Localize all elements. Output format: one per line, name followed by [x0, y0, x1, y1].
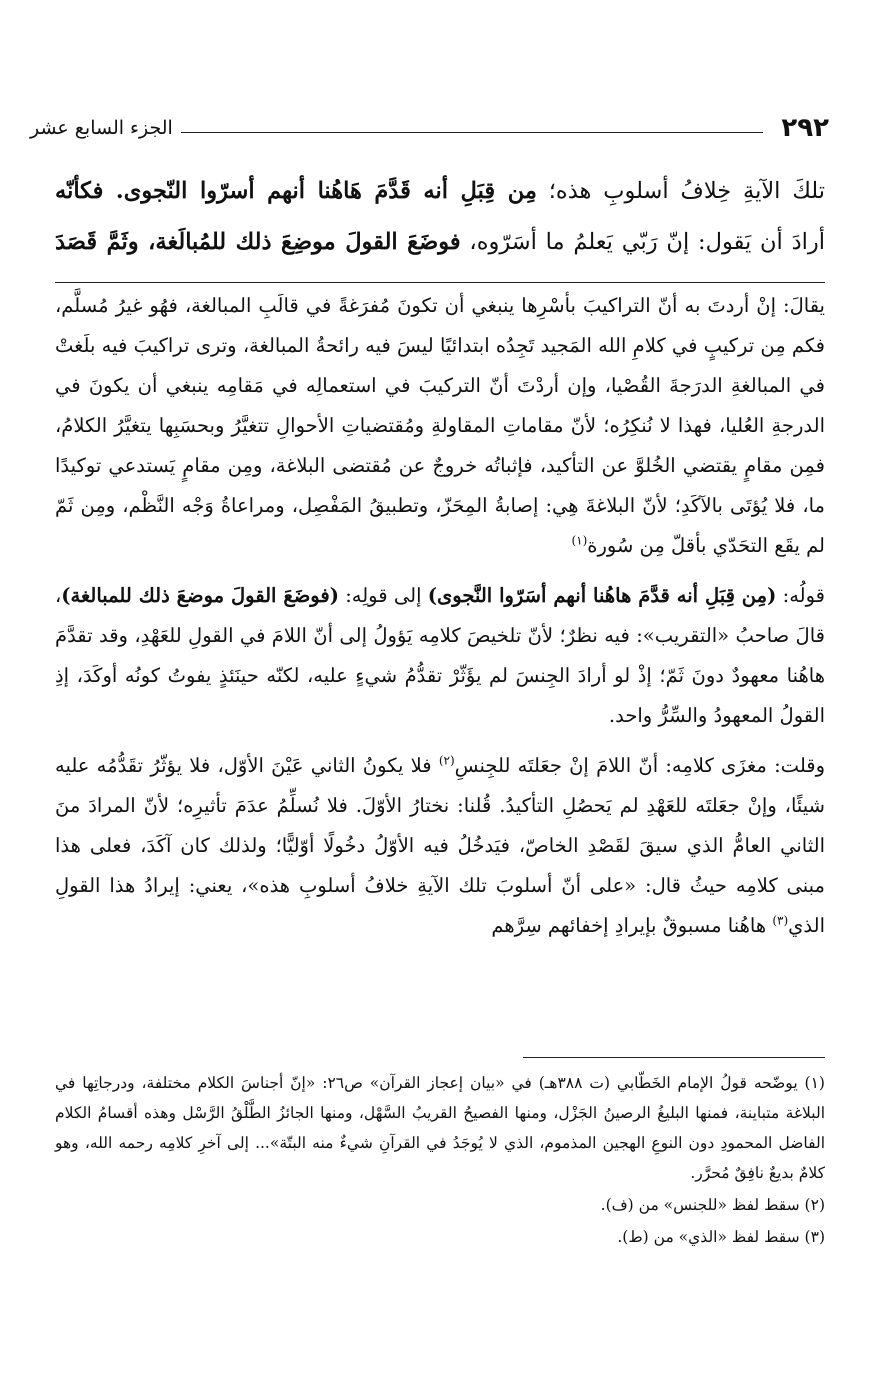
commentary-paragraph-3	[55, 746, 825, 946]
section-divider	[55, 282, 825, 283]
paragraph-3-part-b: فلا يكونُ الثاني عَيْنَ الأوّل، فلا يؤثّرُ تقَدُّمُه عليه شيئًا، وإنْ جعَلتَه للعَهْدِ لم يَحصُلِ التأكيدُ. قُلنا: نختارُ الأوّلَ. فلا نُسلِّمُ عدَمَ تأثيرِه؛ لأنّ المرادَ منَ الثاني العامُّ الذي سيقَ لقَصْدِ الخاصّ، فيَدخُلُ فيه الأوّلُ دخُولًا أوّليًّا؛ ولذلك كان آكَدَ، فعلى هذا مبنى كلامِه حيثُ قال: «على أنّ أسلوبَ تلك الآيةِ خلافُ أسلوبِ هذه»، يعني: إيرادُ هذا القولِ الذي	[55, 754, 825, 937]
header-rule	[181, 132, 764, 133]
verse-line-2	[55, 217, 825, 268]
commentary-paragraph-2	[55, 576, 825, 736]
paragraph-2-quote-2: (فوضَعَ القولَ موضعَ ذلك للمبالغة)	[61, 584, 339, 607]
paragraph-1-text: يقالَ: إنْ أردتَ به أنّ التراكيبَ بأسْرِها ينبغي أن تكونَ مُفرَغةً في قالَبِ المبالغة، فهُو غيرُ مُسلَّم، فكم مِن تركيبٍ في كلامِ الله المَجيد تَجِدُه ابتدائيًا ليسَ فيه رائحةُ المبالغة، وترى تراكيبَ فيه بلَغتْ في المبالغةِ الدرَجةَ القُصْيا، وإن أردْتَ أنّ التركيبَ في استعمالِه في مَقامِه ينبغي أن يكونَ في الدرجةِ العُليا، فهذا لا نُنكِرُه؛ لأنّ مقاماتِ المقاولةِ ومُقتضياتِ الأحوالِ تتغيَّرُ وبحسَبِها يتغيَّرُ الكلامُ، فمِن مقامٍ يقتضي الخُلوَّ عن التأكيد، فإثباتُه خروجٌ عن مُقتضى البلاغة، ومِن مقامٍ يَستدعي توكيدًا ما، فلا يُؤتَى بالآكَدِ؛ لأنّ البلاغةَ هِي: إصابةُ المِحَزّ، وتطبيقُ المَفْصِل، ومراعاةُ وَجْه النَّظْم، ومِن ثَمّ لم يقَع التحَدّي بأقلّ مِن سُورة	[55, 294, 825, 557]
verse-line-1	[55, 166, 825, 217]
footnote-ref-1[interactable]: (١)	[571, 533, 588, 548]
paragraph-3-part-c: هاهُنا مسبوقٌ بإيرادِ إخفائهم سِرَّهم	[491, 914, 773, 937]
footnotes	[55, 1068, 825, 1254]
paragraph-2-intro: قولُه:	[776, 584, 825, 607]
paragraph-3-part-a: وقلت: مغزَى كلامِه: أنّ اللامَ إنْ جعَلتَه للجِنسِ	[454, 754, 826, 777]
verse-commentary-block	[55, 166, 825, 268]
verse-line-1-bold: مِن قِبَلِ أنه قَدَّمَ هَاهُنا أنهم أسرّوا النّجوى. فكأنّه	[55, 178, 537, 204]
paragraph-2-rest: ، قالَ صاحبُ «التقريب»: فيه نظرٌ؛ لأنّ تلخيصَ كلامِه يَؤولُ إلى أنّ اللامَ في القولِ للعَهْدِ، وقد تقدَّمَ هاهُنا معهودٌ دونَ ثَمّ؛ إذْ لو أرادَ الجِنسَ لم يؤَثّرْ تقدُّمُ شيءٍ عليه، لكنّه حينَئذٍ يفوتُ كونُه أوكَدَ، إذِ القولُ المعهودُ والسِّرُّ واحد.	[55, 584, 825, 727]
footnote-1: (١) يوضّحه قولُ الإمام الخَطّابي (ت ٣٨٨هـ) في «بيان إعجاز القرآن» ص٢٦: «إنّ أجناسَ الكلام مختلفة، ودرجاتِها في البلاغة متباينة، فمنها البليغُ الرصينُ الجَزْل، ومنها الفصيحُ القريبُ السَّهْل، ومنها الجائزُ الطَّلْقُ الرَّسْل وهذه أقسامُ الكلام الفاضل المحمودِ دون النوعِ الهجين المذموم، الذي لا يُوجَدُ في القرآنِ شيءٌ منه البتّة»... إلى آخرِ كلامِه رحمه الله، وهو كلامٌ بديعٌ نافِقٌ مُحرَّر.	[55, 1074, 825, 1182]
footnote-2: (٢) سقط لفظ «للجنس» من (ف).	[600, 1196, 825, 1214]
verse-line-2-bold: فوضَعَ القولَ موضِعَ ذلك للمُبالَغة، وثَمَّ قَصَدَ	[55, 229, 461, 255]
verse-line-1-plain: تلكَ الآيةِ خِلافُ أسلوبِ هذه؛	[536, 178, 825, 204]
footnote-divider	[523, 1057, 825, 1058]
running-title: الجزء السابع عشر	[30, 117, 173, 139]
footnote-ref-2[interactable]: (٢)	[438, 753, 455, 768]
commentary-paragraph-1	[55, 286, 825, 566]
page-number: ٢٩٢	[781, 113, 829, 143]
page-header	[30, 108, 829, 148]
commentary-text	[55, 286, 825, 956]
footnote-3: (٣) سقط لفظ «الذي» من (ط).	[617, 1228, 825, 1246]
verse-line-2-plain: أرادَ أن يَقول: إنّ رَبّي يَعلمُ ما أسَرّوه،	[460, 229, 825, 255]
paragraph-2-quote-1: (مِن قِبَلِ أنه قدَّمَ هاهُنا أنهم أسَرّوا النَّجوى)	[427, 584, 777, 607]
paragraph-2-mid: إلى قولِه:	[338, 584, 428, 607]
footnote-ref-3[interactable]: (٣)	[772, 913, 789, 928]
